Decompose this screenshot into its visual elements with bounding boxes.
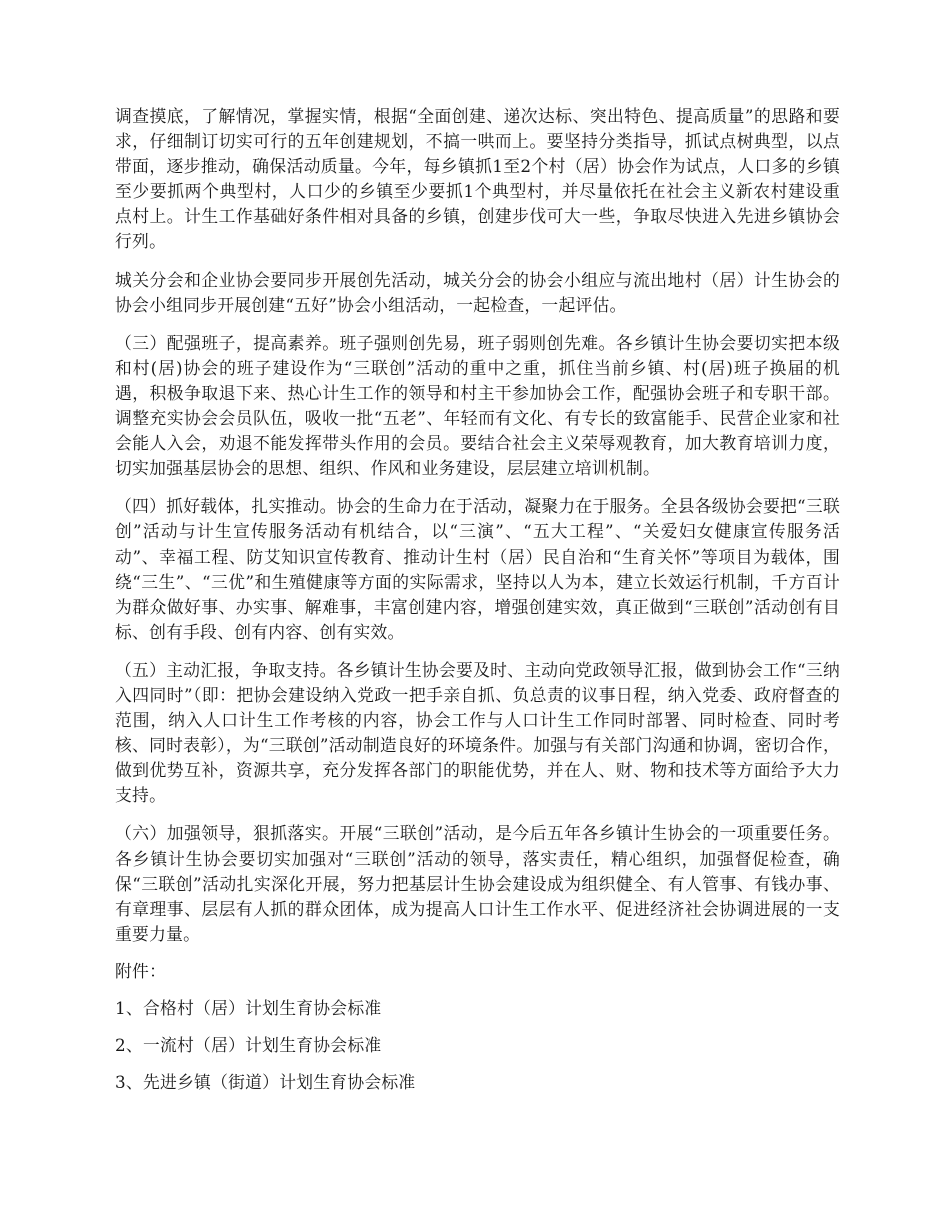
- paragraph-section-three: （三）配强班子，提高素养。班子强则创先易，班子弱则创先难。各乡镇计生协会要切实把本级和村(居)协会的班子建设作为“三联创”活动的重中之重，抓住当前乡镇、村(居)班子换届的机遇，积极争取退下来、热心计生工作的领导和村主干参加协会工作，配强协会班子和专职干部。调整充实协会会员队伍，吸收一批“五老”、年轻而有文化、有专长的致富能手、民营企业家和社会能人入会，劝退不能发挥带头作用的会员。要结合社会主义荣辱观教育，加大教育培训力度，切实加强基层协会的思想、组织、作风和业务建设，层层建立培训机制。: [115, 332, 840, 479]
- paragraph-section-five: （五）主动汇报，争取支持。各乡镇计生协会要及时、主动向党政领导汇报，做到协会工作“三纳入四同时”（即：把协会建设纳入党政一把手亲自抓、负总责的议事日程，纳入党委、政府督查的范围，纳入人口计生工作考核的内容，协会工作与人口计生工作同时部署、同时检查、同时考核、同时表彰），为“三联创”活动制造良好的环境条件。加强与有关部门沟通和协调，密切合作，做到优势互补，资源共享，充分发挥各部门的职能优势，并在人、财、物和技术等方面给予大力支持。: [115, 659, 840, 806]
- attachments-label: 附件：: [115, 960, 167, 981]
- paragraph-section-six: （六）加强领导，狠抓落实。开展“三联创”活动，是今后五年各乡镇计生协会的一项重要任务。各乡镇计生协会要切实加强对“三联创”活动的领导，落实责任，精心组织，加强督促检查，确保“三联创”活动扎实深化开展，努力把基层计生协会建设成为组织健全、有人管事、有钱办事、有章理事、层层有人抓的群众团体，成为提高人口计生工作水平、促进经济社会协调进展的一支重要力量。: [115, 823, 840, 944]
- paragraph-urban-branch: 城关分会和企业协会要同步开展创先活动，城关分会的协会小组应与流出地村（居）计生协会的协会小组同步开展创建“五好”协会小组活动，一起检查，一起评估。: [115, 269, 840, 315]
- attachment-item: 1、合格村（居）计划生育协会标准: [115, 997, 382, 1018]
- document-body: [115, 104, 840, 1108]
- paragraph-planning: 调查摸底，了解情况，掌握实情，根据“全面创建、递次达标、突出特色、提高质量”的思路和要求，仔细制订切实可行的五年创建规划，不搞一哄而上。要坚持分类指导，抓试点树典型，以点带面，逐步推动，确保活动质量。今年，每乡镇抓1至2个村（居）协会作为试点，人口多的乡镇至少要抓两个典型村，人口少的乡镇至少要抓1个典型村，并尽量依托在社会主义新农村建设重点村上。计生工作基础好条件相对具备的乡镇，创建步伐可大一些，争取尽快进入先进乡镇协会行列。: [115, 106, 840, 252]
- paragraph-section-four: （四）抓好载体，扎实推动。协会的生命力在于活动，凝聚力在于服务。全县各级协会要把“三联创”活动与计生宣传服务活动有机结合，以“三演”、“五大工程”、“关爱妇女健康宣传服务活动”、幸福工程、防艾知识宣传教育、推动计生村（居）民自治和“生育关怀”等项目为载体，围绕“三生”、“三优”和生殖健康等方面的实际需求，坚持以人为本，建立长效运行机制，千方百计为群众做好事、办实事、解难事，丰富创建内容，增强创建实效，真正做到“三联创”活动创有目标、创有手段、创有内容、创有实效。: [115, 496, 840, 642]
- attachment-item: 2、一流村（居）计划生育协会标准: [115, 1034, 382, 1055]
- attachment-item: 3、先进乡镇（街道）计划生育协会标准: [115, 1071, 416, 1092]
